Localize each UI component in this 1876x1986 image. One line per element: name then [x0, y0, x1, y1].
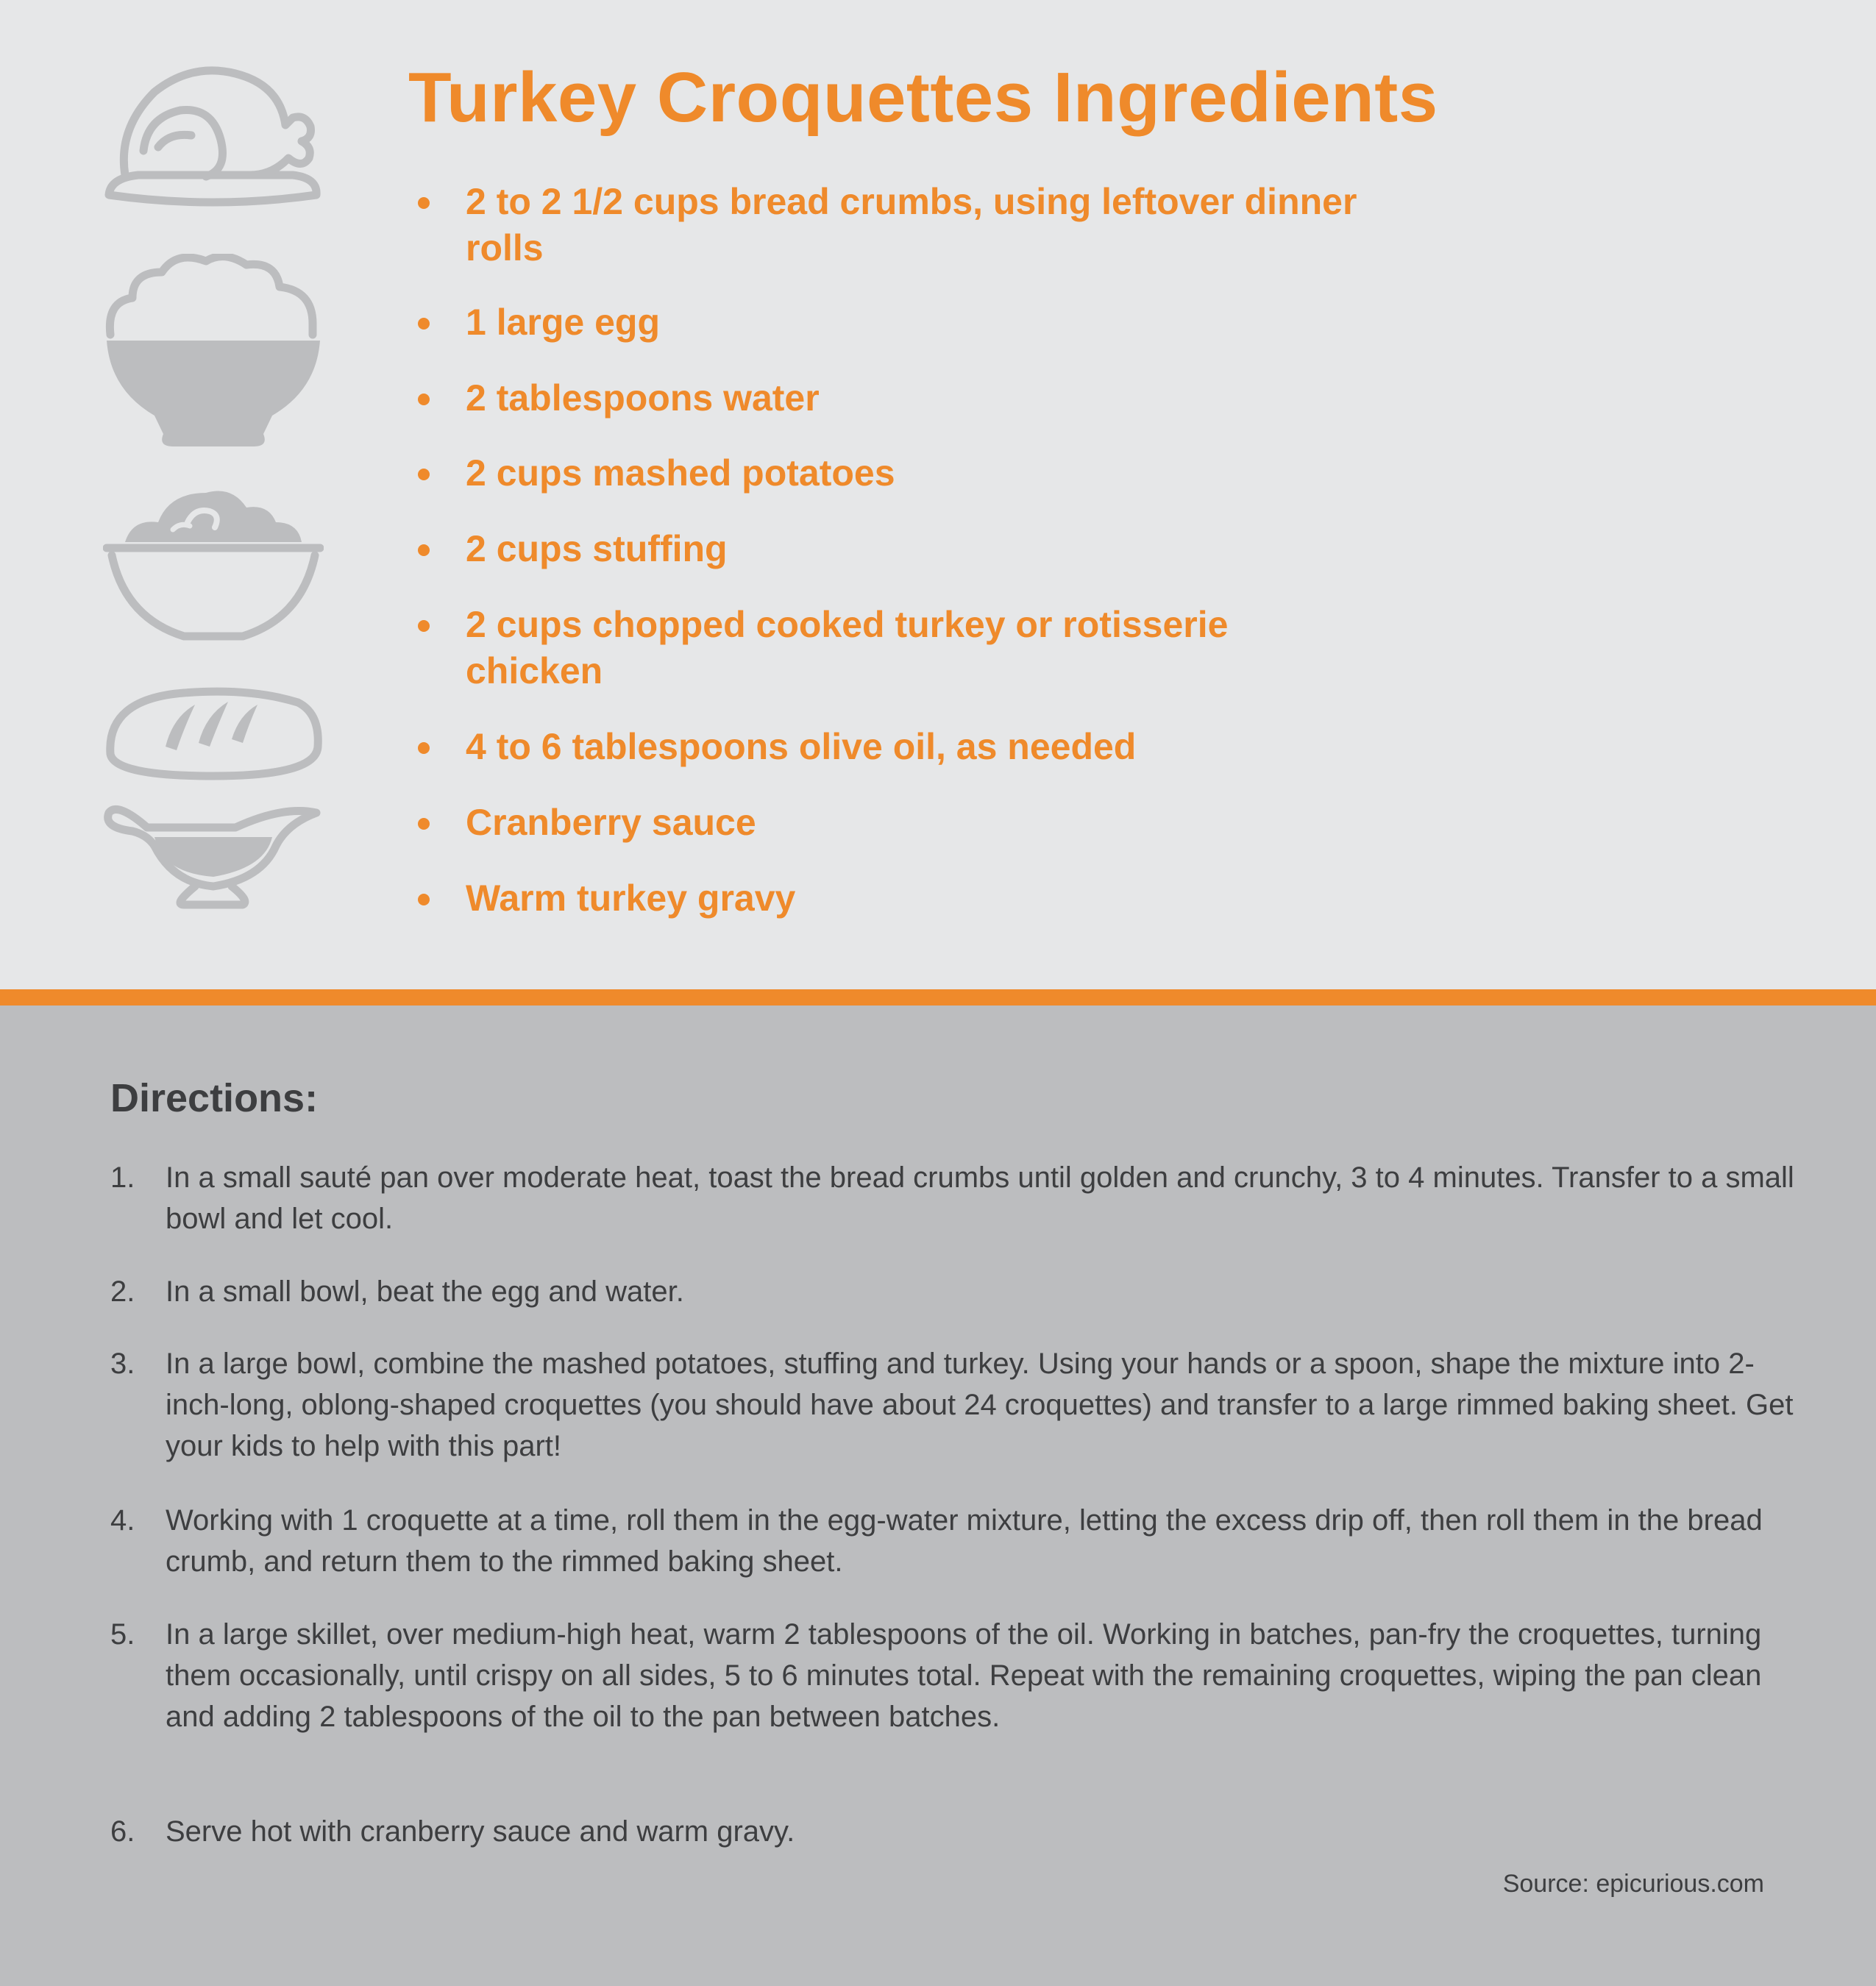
food-icons-column — [103, 59, 338, 919]
directions-heading: Directions: — [110, 1076, 319, 1120]
step-text: Working with 1 croquette at a time, roll them in the egg-water mixture, letting the excess drip off, then roll them in the bread crumb, and return them to the rimmed baking sheet. — [166, 1504, 1763, 1578]
section-divider — [0, 989, 1876, 1006]
stuffing-bowl-icon — [103, 489, 324, 651]
gravy-boat-icon — [103, 794, 324, 912]
bullet — [418, 894, 430, 905]
step-number: 5. — [110, 1618, 135, 1651]
step-number: 6. — [110, 1815, 135, 1848]
bullet — [418, 197, 430, 209]
page-title: Turkey Croquettes Ingredients — [408, 58, 1438, 137]
ingredient-text: Cranberry sauce — [466, 802, 756, 843]
step-number: 1. — [110, 1161, 135, 1194]
ingredient-text: 2 cups stuffing — [466, 528, 728, 569]
bullet — [418, 620, 430, 632]
ingredient-text: 2 to 2 1/2 cups bread crumbs, using leftover dinner rolls — [466, 181, 1357, 268]
step-text: In a small bowl, beat the egg and water. — [166, 1275, 684, 1308]
bullet — [418, 818, 430, 830]
bullet — [418, 544, 430, 556]
ingredient-text: Warm turkey gravy — [466, 878, 796, 919]
ingredient-text: 2 cups mashed potatoes — [466, 452, 895, 494]
bullet — [418, 318, 430, 330]
mashed-potatoes-icon — [103, 254, 324, 452]
step-text: In a small sauté pan over moderate heat, toast the bread crumbs until golden and crunchy, 3 to 4 minutes. Transfer to a small bowl and let cool. — [166, 1161, 1794, 1235]
step-number: 3. — [110, 1348, 135, 1380]
ingredient-text: 4 to 6 tablespoons olive oil, as needed — [466, 726, 1137, 767]
ingredient-text: 1 large egg — [466, 302, 660, 343]
source-credit: Source: epicurious.com — [1502, 1870, 1764, 1898]
step-text: In a large skillet, over medium-high heat, warm 2 tablespoons of the oil. Working in batches, pan-fry the croquettes, turning them occasionally, until crispy on all sides, 5 to 6 minutes total. Repeat with the remaining croquettes, wiping the pan clean and adding 2 tablespoons of the oil to the pan between batches. — [166, 1618, 1762, 1733]
bread-roll-icon — [103, 684, 324, 787]
step-text: Serve hot with cranberry sauce and warm gravy. — [166, 1815, 795, 1848]
bullet — [418, 742, 430, 754]
step-number: 4. — [110, 1504, 135, 1537]
turkey-icon — [103, 59, 324, 213]
step-text: In a large bowl, combine the mashed potatoes, stuffing and turkey. Using your hands or a spoon, shape the mixture into 2-inch-long, oblong-shaped croquettes (you should have about 24 croquettes) and transfer to a large rimmed baking sheet. Get your kids to help with this part! — [166, 1348, 1794, 1462]
step-number: 2. — [110, 1275, 135, 1308]
bullet — [418, 469, 430, 480]
bullet — [418, 394, 430, 405]
ingredient-text: 2 cups chopped cooked turkey or rotisserie chicken — [466, 604, 1229, 691]
ingredient-text: 2 tablespoons water — [466, 377, 820, 419]
